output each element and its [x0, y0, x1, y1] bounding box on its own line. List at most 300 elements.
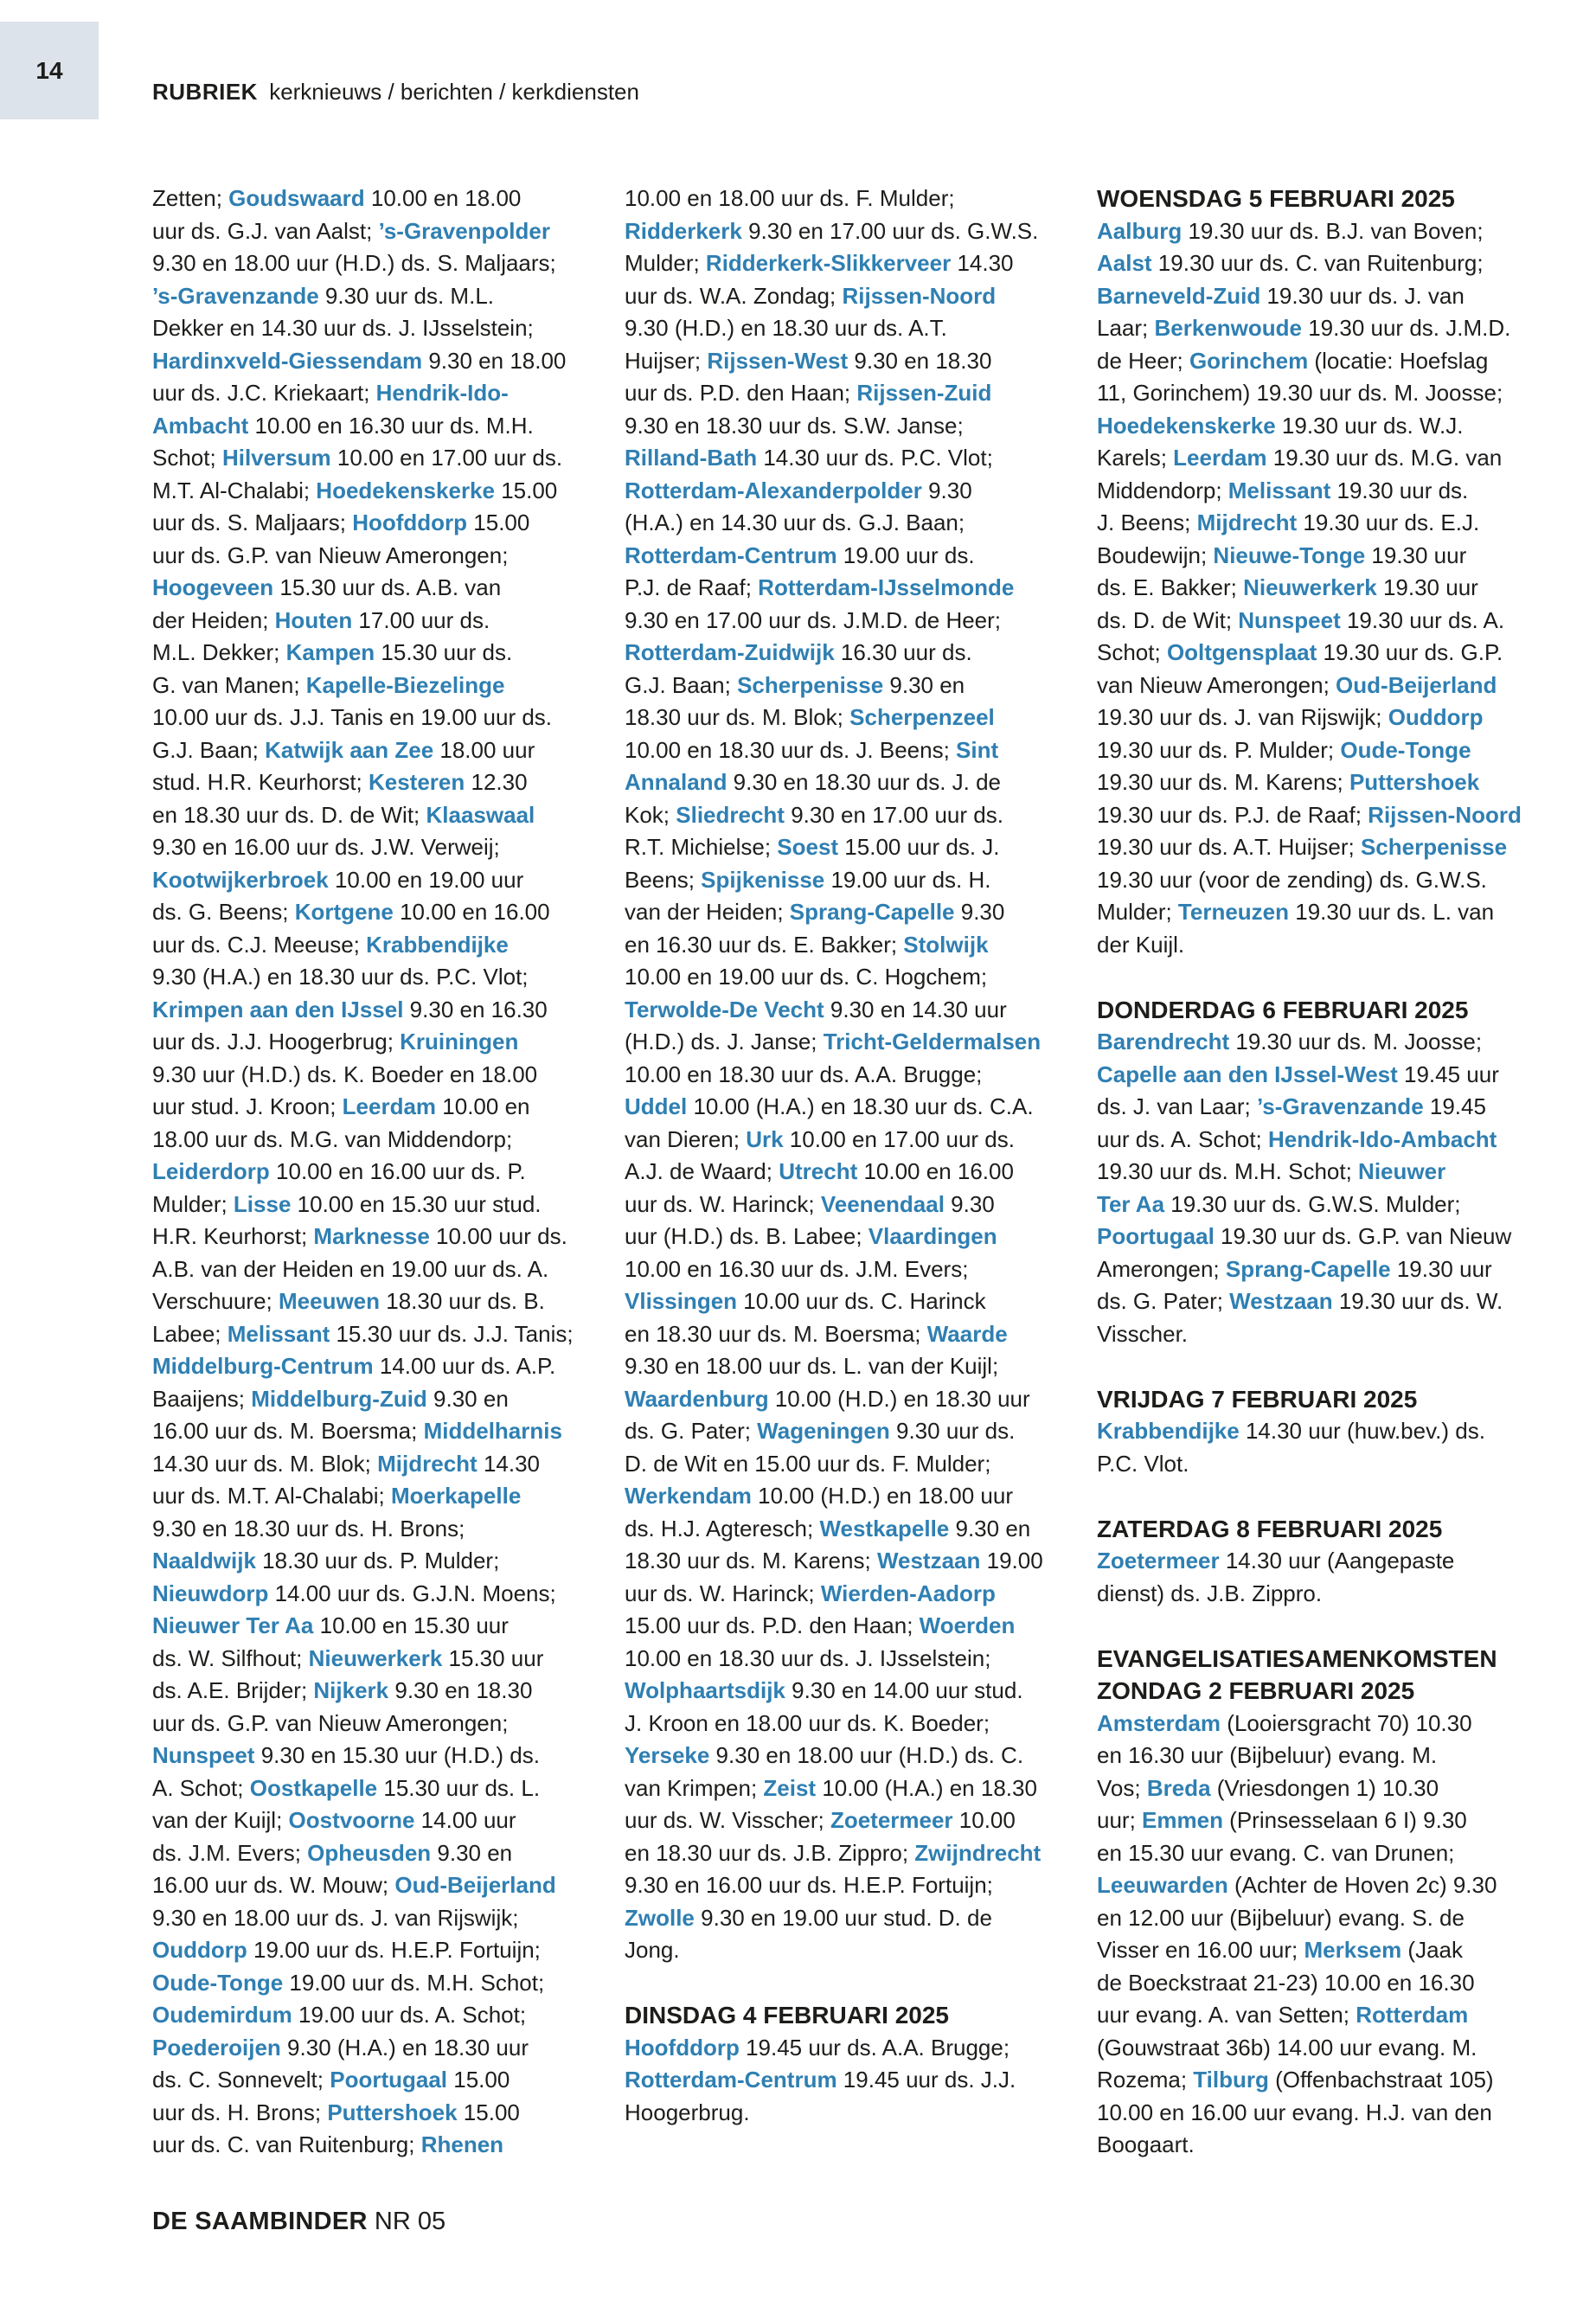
- line-text: en 18.30 uur ds. J.B. Zippro;: [625, 1839, 915, 1866]
- place-name: Leiderdorp: [152, 1158, 270, 1184]
- line-text: D. de Wit en 15.00 uur ds. F. Mulder;: [625, 1450, 991, 1477]
- text-line: [152, 183, 593, 215]
- line-text: G.J. Baan;: [625, 671, 738, 698]
- text-line: [152, 1156, 593, 1189]
- heading-text: ZATERDAG 8 FEBRUARI 2025: [1097, 1515, 1443, 1542]
- text-line: [1097, 312, 1547, 345]
- place-name: Waarde: [926, 1320, 1008, 1347]
- place-name: Middelburg-Centrum: [152, 1353, 374, 1379]
- place-name: Krabbendijke: [1097, 1418, 1240, 1444]
- place-name: Hilversum: [221, 445, 331, 471]
- line-text: Beens;: [625, 866, 702, 893]
- line-text: Baaijens;: [152, 1385, 252, 1412]
- place-name: Rotterdam-Centrum: [625, 2067, 837, 2093]
- line-text: Dekker en 14.30 uur ds. J. IJsselstein;: [152, 315, 534, 341]
- line-text: 14.30 uur ds. P.C. Vlot;: [757, 445, 993, 471]
- line-text: 19.30 uur ds. G.W.S. Mulder;: [1164, 1190, 1461, 1217]
- line-text: Jong.: [625, 1937, 680, 1963]
- line-text: 10.00 (H.D.) en 18.00 uur: [751, 1483, 1013, 1509]
- line-text: der Heiden;: [152, 606, 275, 633]
- text-line: [1097, 507, 1547, 540]
- line-text: 14.30: [951, 250, 1014, 276]
- line-text: Hoogerbrug.: [625, 2099, 750, 2125]
- line-text: 19.00: [980, 1548, 1043, 1574]
- place-name: Barneveld-Zuid: [1097, 282, 1261, 309]
- place-name: Waardenburg: [625, 1385, 769, 1412]
- line-text: 10.00 en 19.00 uur: [328, 866, 524, 893]
- place-name: Nieuwer: [1358, 1158, 1446, 1184]
- place-name: Nieuwer Ter Aa: [152, 1612, 314, 1638]
- line-text: 10.00 en 16.00: [393, 899, 550, 925]
- place-name: Oude-Tonge: [1340, 736, 1471, 763]
- place-name: Urk: [746, 1125, 784, 1152]
- line-text: Schot;: [1097, 639, 1167, 665]
- line-text: 19.30 uur ds. J. van: [1260, 282, 1465, 309]
- place-name: Rijssen-Noord: [842, 282, 997, 309]
- line-text: uur ds. J.J. Hoogerbrug;: [152, 1029, 401, 1054]
- text-line: [1097, 929, 1547, 962]
- text-line: [625, 1708, 1066, 1740]
- place-name: Ter Aa: [1097, 1190, 1165, 1217]
- line-text: Mulder;: [625, 250, 706, 276]
- place-name: Ouddorp: [1388, 704, 1484, 730]
- text-line: [152, 670, 593, 702]
- paragraph-gap: [1097, 1610, 1547, 1643]
- line-text: uur ds. C. van Ruitenburg;: [152, 2131, 421, 2157]
- line-text: 19.30 uur (voor de zending) ds. G.W.S.: [1097, 866, 1487, 893]
- line-text: ds. J.M. Evers;: [152, 1839, 308, 1866]
- place-name: Melissant: [1227, 477, 1331, 503]
- place-name: Scherpenisse: [737, 671, 884, 698]
- line-text: uur ds. W.A. Zondag;: [625, 282, 843, 309]
- text-line: [152, 1804, 593, 1837]
- line-text: 19.30 uur: [1390, 1255, 1492, 1282]
- place-name: Melissant: [227, 1320, 330, 1347]
- text-line: [625, 540, 1066, 573]
- line-text: 10.00 (H.D.) en 18.30 uur: [768, 1385, 1030, 1412]
- line-text: Kok;: [625, 801, 676, 828]
- line-text: 10.00 (H.A.) en 18.30: [816, 1774, 1037, 1801]
- date-heading: [625, 1999, 1066, 2032]
- line-text: uur evang. A. van Setten;: [1097, 2002, 1356, 2028]
- line-text: 15.00: [467, 510, 530, 535]
- text-line: [1097, 1026, 1547, 1059]
- line-text: 15.00 uur ds. J.: [838, 834, 1000, 860]
- line-text: uur ds. G.J. van Aalst;: [152, 217, 379, 244]
- text-line: [625, 670, 1066, 702]
- text-line: [1097, 1902, 1547, 1935]
- date-heading: [1097, 183, 1547, 215]
- line-text: uur ds. P.D. den Haan;: [625, 380, 857, 406]
- place-name: Ridderkerk: [625, 217, 742, 244]
- place-name: Ambacht: [152, 412, 249, 439]
- page-number-badge: [0, 22, 99, 119]
- place-name: Nunspeet: [152, 1742, 255, 1768]
- text-line: [152, 605, 593, 638]
- text-line: [152, 312, 593, 345]
- line-text: 9.30 uur ds. M.L.: [318, 282, 494, 309]
- line-text: Middendorp;: [1097, 477, 1228, 503]
- line-text: 9.30 en 18.00 uur (H.D.) ds. C.: [709, 1742, 1024, 1768]
- line-text: 10.00 en 15.30 uur stud.: [291, 1190, 542, 1217]
- line-text: P.C. Vlot.: [1097, 1450, 1189, 1477]
- line-text: Laar;: [1097, 315, 1155, 341]
- place-name: Kapelle-Biezelinge: [305, 671, 505, 698]
- text-line: [152, 2032, 593, 2065]
- place-name: Vlaardingen: [868, 1223, 997, 1249]
- text-line: [1097, 831, 1547, 864]
- place-name: Yerseke: [625, 1742, 710, 1768]
- line-text: 10.00 en: [436, 1093, 530, 1119]
- place-name: Hoofddorp: [352, 510, 468, 535]
- line-text: en 16.30 uur (Bijbeluur) evang. M.: [1097, 1742, 1438, 1768]
- line-text: 15.00: [447, 2067, 510, 2093]
- text-line: [1097, 345, 1547, 378]
- text-line: [1097, 605, 1547, 638]
- line-text: 19.00 uur ds. H.: [824, 866, 991, 893]
- text-line: [152, 1448, 593, 1481]
- line-text: Huijser;: [625, 347, 708, 374]
- text-line: [625, 1480, 1066, 1513]
- place-name: ’s-Gravenzande: [1256, 1093, 1424, 1119]
- line-text: van Nieuw Amerongen;: [1097, 671, 1336, 698]
- text-line: [152, 1643, 593, 1676]
- line-text: M.L. Dekker;: [152, 639, 286, 665]
- place-name: Rijssen-West: [707, 347, 849, 374]
- line-text: 9.30 en: [431, 1839, 513, 1866]
- line-text: 12.30: [465, 769, 528, 795]
- text-line: [625, 864, 1066, 897]
- text-line: [152, 247, 593, 280]
- text-line: [152, 1383, 593, 1416]
- place-name: Rijssen-Zuid: [856, 380, 992, 406]
- text-line: [625, 215, 1066, 248]
- text-line: [625, 1545, 1066, 1578]
- place-name: Lisse: [233, 1190, 292, 1217]
- place-name: Ooltgensplaat: [1166, 639, 1317, 665]
- line-text: dienst) ds. J.B. Zippro.: [1097, 1580, 1323, 1606]
- text-line: [1097, 2064, 1547, 2097]
- text-line: [152, 1124, 593, 1157]
- place-name: Moerkapelle: [391, 1483, 522, 1509]
- line-text: 19.00 uur ds. A. Schot;: [292, 2002, 527, 2028]
- text-line: [152, 1545, 593, 1578]
- text-line: [152, 1318, 593, 1351]
- text-line: [1097, 1772, 1547, 1805]
- place-name: Berkenwoude: [1154, 315, 1302, 341]
- text-line: [152, 1285, 593, 1318]
- text-line: [152, 1934, 593, 1967]
- line-text: 10.00 en 15.30 uur: [313, 1612, 509, 1638]
- line-text: (Offenbachstraat 105): [1268, 2067, 1494, 2093]
- line-text: der Kuijl.: [1097, 931, 1185, 958]
- line-text: 19.30 uur ds. M. Joosse;: [1229, 1029, 1483, 1054]
- text-line: [625, 605, 1066, 638]
- place-name: Oostvoorne: [288, 1807, 415, 1833]
- line-text: ds. G. Beens;: [152, 899, 295, 925]
- place-name: Gorinchem: [1189, 347, 1309, 374]
- text-line: [1097, 442, 1547, 475]
- line-text: 19.30 uur ds. A.: [1340, 606, 1505, 633]
- place-name: Zwijndrecht: [914, 1839, 1042, 1866]
- line-text: 15.30 uur ds.: [375, 639, 513, 665]
- line-text: 15.30 uur: [442, 1644, 544, 1671]
- text-line: [625, 799, 1066, 832]
- line-text: R.T. Michielse;: [625, 834, 778, 860]
- place-name: Rhenen: [420, 2131, 504, 2157]
- text-line: [1097, 1156, 1547, 1189]
- place-name: Kesteren: [368, 769, 465, 795]
- line-text: en 18.30 uur ds. M. Boersma;: [625, 1320, 927, 1347]
- line-text: en 18.30 uur ds. D. de Wit;: [152, 801, 426, 828]
- line-text: uur ds. J.C. Kriekaart;: [152, 380, 376, 406]
- text-line: [152, 2064, 593, 2097]
- text-line: [1097, 475, 1547, 508]
- place-name: Kruiningen: [400, 1029, 519, 1054]
- text-line: [152, 540, 593, 573]
- line-text: de Boeckstraat 21-23) 10.00 en 16.30: [1097, 1969, 1475, 1996]
- place-name: Wolphaartsdijk: [625, 1677, 785, 1703]
- place-name: Rotterdam-Alexanderpolder: [625, 477, 922, 503]
- line-text: 19.30 uur: [1376, 574, 1478, 600]
- date-heading: [1097, 1513, 1547, 1546]
- place-name: Middelburg-Zuid: [251, 1385, 427, 1412]
- line-text: 9.30 en 15.30 uur (H.D.) ds.: [254, 1742, 540, 1768]
- heading-text: WOENSDAG 5 FEBRUARI 2025: [1097, 185, 1455, 212]
- text-line: [1097, 1740, 1547, 1772]
- place-name: Emmen: [1142, 1807, 1223, 1833]
- text-line: [1097, 1934, 1547, 1967]
- line-text: 9.30 en: [426, 1385, 509, 1412]
- text-line: [1097, 1999, 1547, 2032]
- line-text: 10.00: [952, 1807, 1016, 1833]
- place-name: Mijdrecht: [1196, 510, 1298, 535]
- place-name: Tilburg: [1193, 2067, 1269, 2093]
- line-text: P.J. de Raaf;: [625, 574, 759, 600]
- place-name: Werkendam: [625, 1483, 752, 1509]
- line-text: 14.00 uur ds. A.P.: [373, 1353, 556, 1379]
- text-line: [152, 1902, 593, 1935]
- text-line: [1097, 1285, 1547, 1318]
- text-line: [625, 1156, 1066, 1189]
- line-text: ds. A.E. Brijder;: [152, 1677, 314, 1703]
- text-line: [625, 1643, 1066, 1676]
- text-line: [152, 215, 593, 248]
- date-heading: [1097, 994, 1547, 1027]
- line-text: Visscher.: [1097, 1320, 1189, 1347]
- text-line: [1097, 410, 1547, 443]
- line-text: Verschuure;: [152, 1288, 279, 1314]
- place-name: Ridderkerk-Slikkerveer: [705, 250, 952, 276]
- place-name: Aalburg: [1097, 217, 1183, 244]
- place-name: Meeuwen: [278, 1288, 381, 1314]
- place-name: Breda: [1146, 1774, 1211, 1801]
- place-name: Puttershoek: [327, 2099, 458, 2125]
- place-name: Naaldwijk: [152, 1548, 256, 1574]
- line-text: 15.00: [457, 2099, 520, 2125]
- text-line: [625, 637, 1066, 670]
- text-line: [152, 1967, 593, 2000]
- text-line: [152, 766, 593, 799]
- text-line: [625, 766, 1066, 799]
- line-text: 19.00 uur ds.: [836, 542, 975, 568]
- place-name: Nieuwdorp: [152, 1580, 269, 1606]
- place-name: Krimpen aan den IJssel: [152, 996, 404, 1022]
- place-name: Zoetermeer: [830, 1807, 953, 1833]
- line-text: 9.30 en 18.00 uur (H.D.) ds. S. Maljaars;: [152, 250, 556, 276]
- line-text: H.R. Keurhorst;: [152, 1223, 314, 1249]
- line-text: 9.30 en 18.00 uur ds. L. van der Kuijl;: [625, 1353, 999, 1379]
- line-text: M.T. Al-Chalabi;: [152, 477, 317, 503]
- text-line: [152, 410, 593, 443]
- line-text: uur ds. M.T. Al-Chalabi;: [152, 1483, 391, 1509]
- text-line: [1097, 2032, 1547, 2065]
- place-name: Scherpenisse: [1360, 834, 1508, 860]
- date-heading: [1097, 1643, 1547, 1676]
- line-text: (Jaak: [1401, 1937, 1463, 1963]
- text-line: [1097, 1253, 1547, 1286]
- text-line: [1097, 864, 1547, 897]
- line-text: 9.30 en 16.00 uur ds. H.E.P. Fortuijn;: [625, 1872, 993, 1898]
- line-text: 19.30 uur ds. P. Mulder;: [1097, 736, 1341, 763]
- text-line: [1097, 1578, 1547, 1611]
- column-2: [625, 183, 1066, 2129]
- text-line: [152, 1350, 593, 1383]
- line-text: 19.30 uur ds. C. van Ruitenburg;: [1151, 250, 1484, 276]
- line-text: uur (H.D.) ds. B. Labee;: [625, 1223, 869, 1249]
- place-name: Soest: [777, 834, 839, 860]
- text-line: [625, 1124, 1066, 1157]
- line-text: 15.30 uur ds. A.B. van: [273, 574, 502, 600]
- line-text: 18.30 uur ds. M. Blok;: [625, 704, 850, 730]
- line-text: (Looiersgracht 70) 10.30: [1221, 1709, 1472, 1736]
- line-text: 9.30 en: [883, 671, 965, 698]
- place-name: Stolwijk: [903, 931, 989, 958]
- line-text: 9.30 en 18.30: [388, 1677, 533, 1703]
- place-name: Hardinxveld-Giessendam: [152, 347, 423, 374]
- text-line: [152, 1708, 593, 1740]
- text-line: [1097, 540, 1547, 573]
- line-text: ds. J. van Laar;: [1097, 1093, 1257, 1119]
- line-text: 9.30 (H.A.) en 18.30 uur: [280, 2034, 529, 2061]
- line-text: ds. H.J. Agteresch;: [625, 1515, 820, 1541]
- line-text: 19.30 uur ds. W.: [1332, 1288, 1503, 1314]
- line-text: uur stud. J. Kroon;: [152, 1093, 343, 1119]
- line-text: ds. G. Pater;: [625, 1418, 758, 1444]
- text-line: [625, 345, 1066, 378]
- place-name: Oudemirdum: [152, 2002, 292, 2028]
- place-name: Rotterdam: [1356, 2002, 1469, 2028]
- line-text: Karels;: [1097, 445, 1174, 471]
- text-line: [152, 734, 593, 767]
- place-name: Krabbendijke: [366, 931, 509, 958]
- place-name: Rotterdam-Centrum: [625, 542, 837, 568]
- place-name: Nieuwerkerk: [1243, 574, 1377, 600]
- line-text: 9.30 en 18.30 uur ds. S.W. Janse;: [625, 412, 964, 439]
- line-text: 9.30 en: [949, 1515, 1031, 1541]
- line-text: (Vriesdongen 1) 10.30: [1210, 1774, 1439, 1801]
- line-text: uur;: [1097, 1807, 1143, 1833]
- line-text: 10.00 uur ds.: [429, 1223, 567, 1249]
- line-text: 9.30 en 18.00 uur ds. J. van Rijswijk;: [152, 1904, 519, 1931]
- text-line: [152, 507, 593, 540]
- place-name: Kootwijkerbroek: [152, 866, 329, 893]
- place-name: Spijkenisse: [701, 866, 825, 893]
- text-line: [1097, 1837, 1547, 1870]
- place-name: Oud-Beijerland: [394, 1872, 556, 1898]
- text-line: [625, 1383, 1066, 1416]
- text-line: [1097, 2129, 1547, 2162]
- text-line: [625, 1285, 1066, 1318]
- line-text: 9.30 en 16.30: [403, 996, 548, 1022]
- line-text: 10.00 en 16.30 uur ds. M.H.: [248, 412, 534, 439]
- text-line: [152, 572, 593, 605]
- text-line: [625, 312, 1066, 345]
- place-name: Wageningen: [757, 1418, 890, 1444]
- text-line: [152, 442, 593, 475]
- line-text: Mulder;: [152, 1190, 234, 1217]
- line-text: G.J. Baan;: [152, 736, 266, 763]
- line-text: 9.30 en 14.00 uur stud.: [785, 1677, 1023, 1703]
- place-name: Klaaswaal: [426, 801, 535, 828]
- text-line: [625, 929, 1066, 962]
- heading-text: DONDERDAG 6 FEBRUARI 2025: [1097, 996, 1469, 1023]
- line-text: 10.00 uur ds. J.J. Tanis en 19.00 uur ds.: [152, 704, 553, 730]
- line-text: 18.30 uur ds. B.: [380, 1288, 545, 1314]
- heading-text: VRIJDAG 7 FEBRUARI 2025: [1097, 1385, 1418, 1413]
- line-text: 19.30 uur ds. B.J. van Boven;: [1182, 217, 1484, 244]
- place-name: Ouddorp: [152, 1937, 247, 1963]
- text-line: [1097, 670, 1547, 702]
- place-name: Westkapelle: [819, 1515, 950, 1541]
- line-text: ds. D. de Wit;: [1097, 606, 1239, 633]
- line-text: A.B. van der Heiden en 19.00 uur ds. A.: [152, 1255, 549, 1282]
- place-name: Katwijk aan Zee: [265, 736, 434, 763]
- line-text: 19.30 uur ds. L. van: [1289, 899, 1495, 925]
- line-text: uur ds. W. Visscher;: [625, 1807, 830, 1833]
- place-name: Sliedrecht: [676, 801, 785, 828]
- date-heading: [1097, 1675, 1547, 1708]
- line-text: 19.30 uur ds. M.G. van: [1266, 445, 1503, 471]
- line-text: en 15.30 uur evang. C. van Drunen;: [1097, 1839, 1455, 1866]
- place-name: Zoetermeer: [1097, 1548, 1220, 1574]
- line-text: 19.30 uur ds. A.T. Huijser;: [1097, 834, 1361, 860]
- place-name: Goudswaard: [228, 185, 365, 211]
- place-name: Poortugaal: [330, 2067, 448, 2093]
- line-text: van der Kuijl;: [152, 1807, 289, 1833]
- text-line: [152, 1059, 593, 1092]
- place-name: Leeuwarden: [1097, 1872, 1228, 1898]
- text-line: [1097, 280, 1547, 313]
- text-line: [1097, 896, 1547, 929]
- text-line: [625, 1350, 1066, 1383]
- line-text: 10.00 en 16.30 uur ds. J.M. Evers;: [625, 1255, 969, 1282]
- place-name: Hendrik-Ido-Ambacht: [1268, 1125, 1497, 1152]
- text-line: [625, 1059, 1066, 1092]
- place-name: Terneuzen: [1177, 899, 1290, 925]
- line-text: 11, Gorinchem) 19.30 uur ds. M. Joosse;: [1097, 380, 1503, 406]
- text-line: [625, 1253, 1066, 1286]
- line-text: 9.30 en 18.30 uur ds. H. Brons;: [152, 1515, 465, 1541]
- date-heading: [1097, 1383, 1547, 1416]
- text-line: [625, 1091, 1066, 1124]
- text-line: [1097, 1091, 1547, 1124]
- place-name: Oostkapelle: [249, 1774, 378, 1801]
- line-text: Amerongen;: [1097, 1255, 1226, 1282]
- line-text: 19.30 uur ds. E.J.: [1297, 510, 1480, 535]
- text-line: [625, 1934, 1066, 1967]
- section-header: [152, 79, 639, 106]
